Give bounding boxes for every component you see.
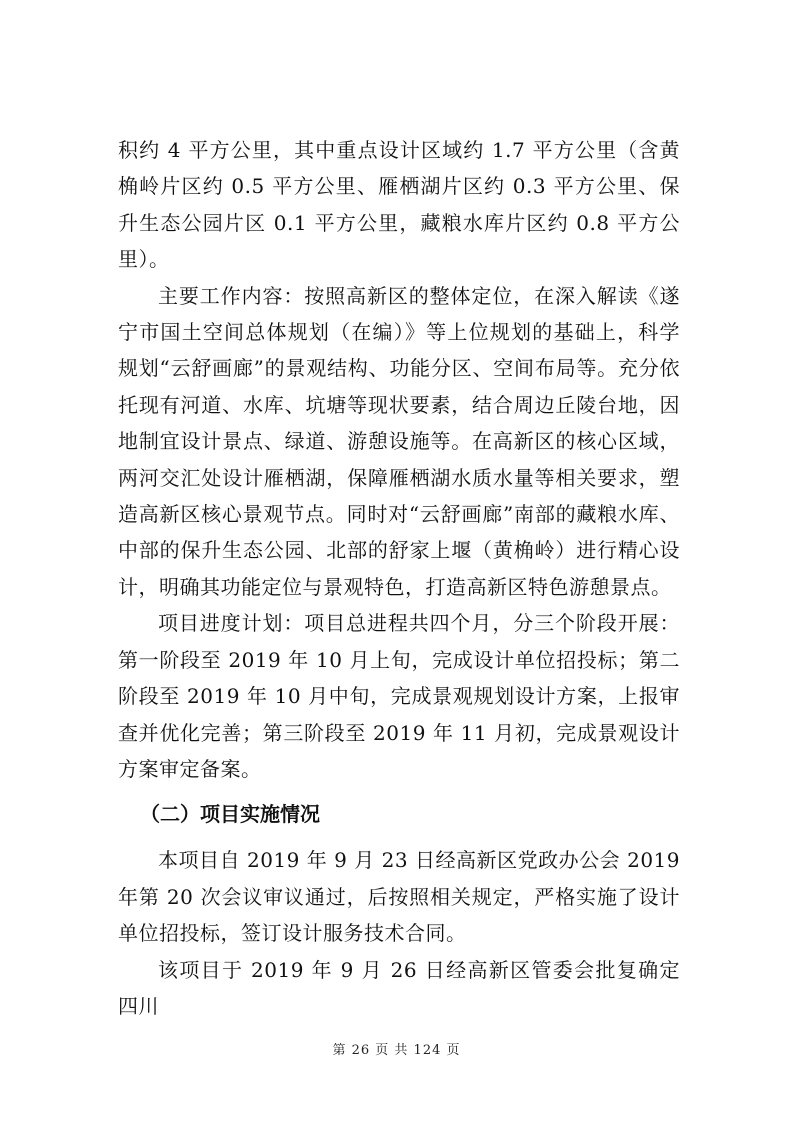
document-body bbox=[118, 132, 680, 1024]
paragraph-approval: 本项目自 2019 年 9 月 23 日经高新区党政办公会 2019 年第 20 次会议审议通过，后按照相关规定，严格实施了设计单位招投标，签订设计服务技术合同。 bbox=[118, 848, 680, 946]
paragraph-approval-continued: 该项目于 2019 年 9 月 26 日经高新区管委会批复确定四川 bbox=[118, 957, 680, 1018]
page-number-footer: 第 26 页 共 124 页 bbox=[332, 1043, 461, 1058]
paragraph-main-work-content: 主要工作内容：按照高新区的整体定位，在深入解读《遂宁市国土空间总体规划（在编）》等上位规划的基础上，科学规划“云舒画廊”的景观结构、功能分区、空间布局等。充分依托现有河道、水库、坑塘等现状要素，结合周边丘陵台地，因地制宜设计景点、绿道、游憩设施等。在高新区的核心区域，两河交汇处设计雁栖湖，保障雁栖湖水质水量等相关要求，塑造高新区核心景观节点。同时对“云舒画廊”南部的藏粮水库、中部的保升生态公园、北部的舒家上堰（黄桷岭）进行精心设计，明确其功能定位与景观特色，打造高新区特色游憩景点。 bbox=[118, 283, 680, 599]
section-heading-implementation: （二）项目实施情况 bbox=[140, 802, 320, 827]
paragraph-scope-area: 积约 4 平方公里，其中重点设计区域约 1.7 平方公里（含黄桷岭片区约 0.5 平方公里、雁栖湖片区约 0.3 平方公里、保升生态公园片区 0.1 平方公里，藏粮水库片区约 0.8 平方公里）。 bbox=[118, 138, 680, 272]
paragraph-schedule-plan: 项目进度计划：项目总进程共四个月，分三个阶段开展：第一阶段至 2019 年 10 月上旬，完成设计单位招投标；第二阶段至 2019 年 10 月中旬，完成景观规划设计方案，上报审查并优化完善；第三阶段至 2019 年 11 月初，完成景观设计方案审定备案。 bbox=[118, 611, 680, 781]
